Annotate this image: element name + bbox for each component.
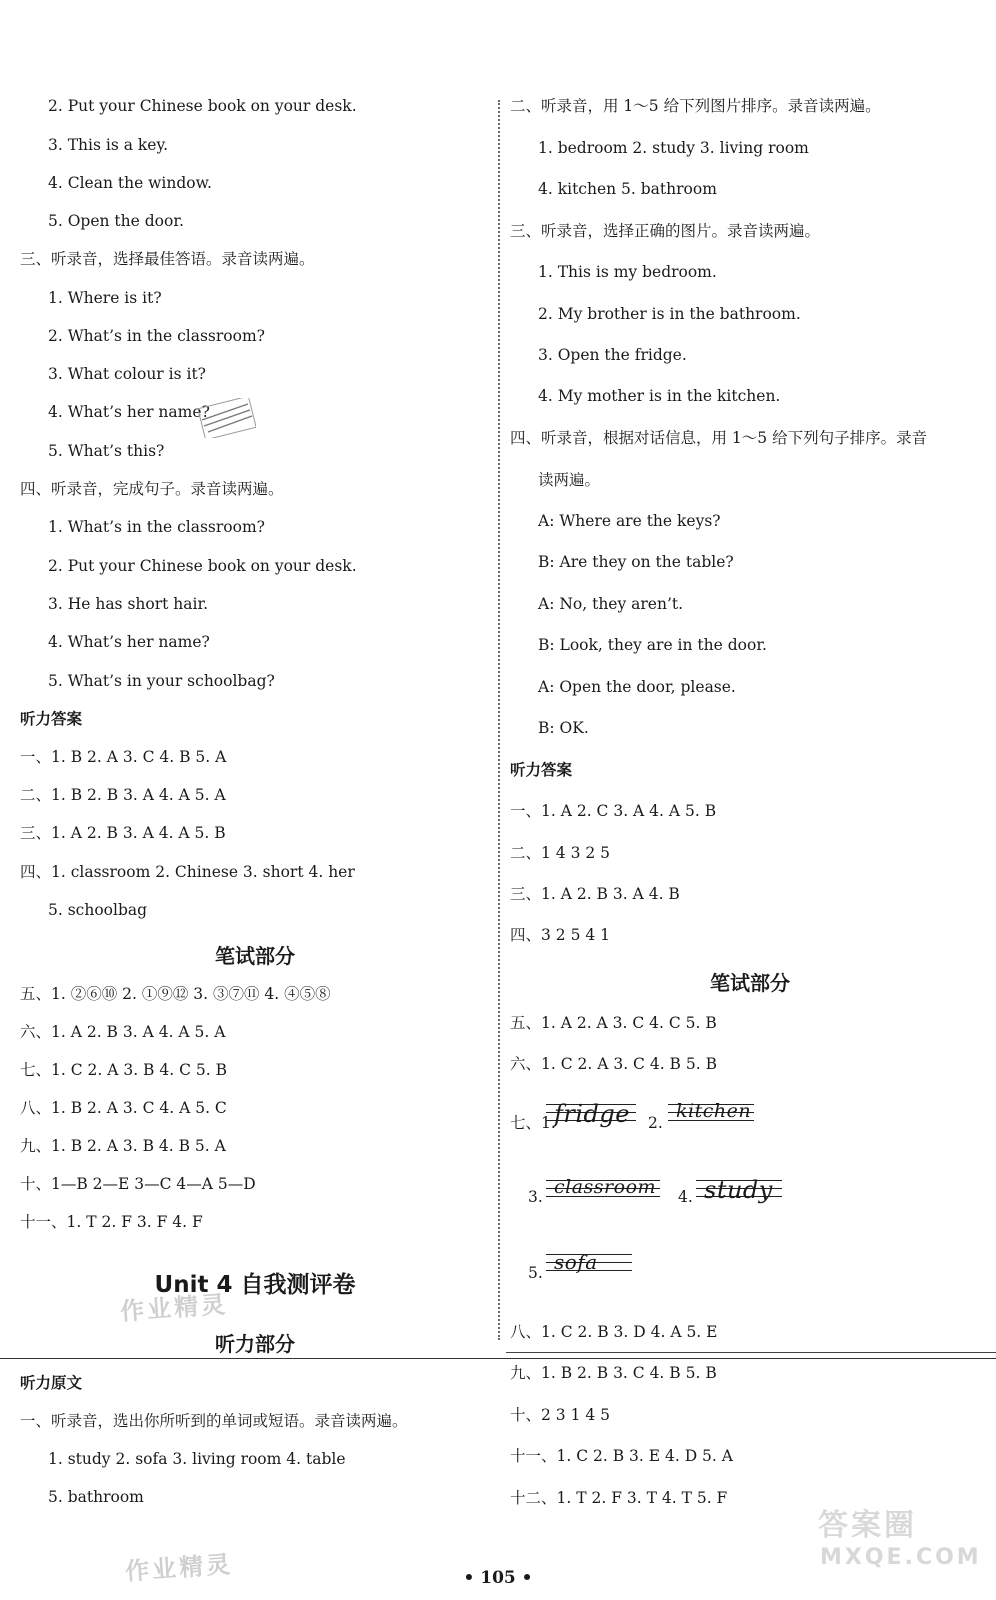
- answers-heading: 听力答案: [510, 760, 573, 779]
- text-line: 3. He has short hair.: [48, 595, 209, 613]
- written-heading: 笔试部分: [710, 971, 790, 995]
- watermark: 作业精灵: [119, 1290, 230, 1326]
- answer-line: 五、1. ②⑥⑩ 2. ①⑨⑫ 3. ③⑦⑪ 4. ④⑤⑧: [20, 985, 331, 1003]
- text-line: 5. bathroom: [48, 1488, 144, 1506]
- answer-line: 七、1. C 2. A 3. B 4. C 5. B: [20, 1061, 227, 1079]
- right-divider: [506, 1352, 996, 1353]
- handwritten-word: fridge: [554, 1100, 630, 1128]
- answer-line: 5. schoolbag: [48, 901, 148, 919]
- text-line: 5. What’s this?: [48, 442, 165, 460]
- watermark: MXQE.COM: [820, 1545, 982, 1570]
- text-line: 3. Open the fridge.: [538, 346, 687, 364]
- section-heading: 三、听录音，选择正确的图片。录音读两遍。: [510, 222, 821, 240]
- handwritten-word: sofa: [554, 1250, 598, 1274]
- text-line: 4. My mother is in the kitchen.: [538, 387, 781, 405]
- text-line: 1. What’s in the classroom?: [48, 518, 265, 536]
- hw-label: 2.: [648, 1114, 663, 1132]
- text-line: 1. Where is it?: [48, 289, 162, 307]
- answer-line: 十、2 3 1 4 5: [510, 1406, 611, 1424]
- text-line: 2. My brother is in the bathroom.: [538, 305, 801, 323]
- section-heading: 四、听录音，完成句子。录音读两遍。: [20, 480, 284, 498]
- written-heading: 笔试部分: [215, 944, 295, 968]
- dialog-line: A: No, they aren’t.: [538, 595, 684, 613]
- column-divider: [498, 100, 500, 1340]
- text-line: 4. What’s her name?: [48, 633, 210, 651]
- section-heading: 四、听录音，根据对话信息，用 1～5 给下列句子排序。录音: [510, 429, 928, 447]
- dialog-line: B: Look, they are in the door.: [538, 636, 767, 654]
- answer-line: 七、1.: [510, 1114, 556, 1132]
- text-line: 2. What’s in the classroom?: [48, 327, 265, 345]
- watermark: 答案圈: [818, 1508, 917, 1543]
- answer-line: 十一、1. T 2. F 3. F 4. F: [20, 1213, 203, 1231]
- text-line: 读两遍。: [538, 471, 601, 489]
- text-line: 4. kitchen 5. bathroom: [538, 180, 717, 198]
- hw-label: 4.: [678, 1188, 693, 1206]
- answer-line: 十二、1. T 2. F 3. T 4. T 5. F: [510, 1489, 728, 1507]
- answer-line: 一、1. B 2. A 3. C 4. B 5. A: [20, 748, 227, 766]
- text-line: 3. What colour is it?: [48, 365, 206, 383]
- unit-title: Unit 4 自我测评卷: [154, 1272, 356, 1298]
- text-line: 5. What’s in your schoolbag?: [48, 672, 275, 690]
- answer-line: 八、1. B 2. A 3. C 4. A 5. C: [20, 1099, 227, 1117]
- dialog-line: A: Open the door, please.: [538, 678, 736, 696]
- answer-line: 一、1. A 2. C 3. A 4. A 5. B: [510, 802, 717, 820]
- answer-line: 四、3 2 5 4 1: [510, 926, 611, 944]
- listening-heading: 听力部分: [215, 1332, 295, 1356]
- dialog-line: A: Where are the keys?: [538, 512, 721, 530]
- text-line: 1. This is my bedroom.: [538, 263, 717, 281]
- text-line: 2. Put your Chinese book on your desk.: [48, 557, 357, 575]
- text-line: 1. study 2. sofa 3. living room 4. table: [48, 1450, 346, 1468]
- stamp-scribble-icon: [198, 398, 256, 438]
- page-number: • 105 •: [463, 1568, 533, 1588]
- answer-line: 八、1. C 2. B 3. D 4. A 5. E: [510, 1323, 718, 1341]
- dialog-line: B: OK.: [538, 719, 589, 737]
- answer-line: 四、1. classroom 2. Chinese 3. short 4. her: [20, 863, 355, 881]
- watermark: 作业精灵: [124, 1550, 235, 1586]
- handwritten-word: classroom: [554, 1176, 657, 1198]
- answer-line: 二、1 4 3 2 5: [510, 844, 611, 862]
- section-divider: [0, 1358, 996, 1359]
- answers-heading: 听力答案: [20, 709, 83, 728]
- answer-line: 十一、1. C 2. B 3. E 4. D 5. A: [510, 1447, 733, 1465]
- handwritten-word: study: [704, 1176, 773, 1204]
- text-line: 2. Put your Chinese book on your desk.: [48, 97, 357, 115]
- text-line: 4. Clean the window.: [48, 174, 212, 192]
- answer-line: 九、1. B 2. B 3. C 4. B 5. B: [510, 1364, 717, 1382]
- answer-line: 十、1—B 2—E 3—C 4—A 5—D: [20, 1175, 256, 1193]
- answer-line: 三、1. A 2. B 3. A 4. B: [510, 885, 680, 903]
- hw-label: 5.: [528, 1264, 543, 1282]
- handwritten-word: kitchen: [676, 1100, 752, 1122]
- section-heading: 一、听录音，选出你所听到的单词或短语。录音读两遍。: [20, 1412, 408, 1430]
- text-line: 1. bedroom 2. study 3. living room: [538, 139, 809, 157]
- answer-line: 六、1. C 2. A 3. C 4. B 5. B: [510, 1055, 717, 1073]
- text-line: 4. What’s her name?: [48, 403, 210, 421]
- answer-line: 九、1. B 2. A 3. B 4. B 5. A: [20, 1137, 226, 1155]
- text-line: 3. This is a key.: [48, 136, 169, 154]
- answer-line: 三、1. A 2. B 3. A 4. A 5. B: [20, 824, 226, 842]
- hw-label: 3.: [528, 1188, 543, 1206]
- listening-text-heading: 听力原文: [20, 1373, 83, 1392]
- answer-line: 二、1. B 2. B 3. A 4. A 5. A: [20, 786, 226, 804]
- answer-line: 五、1. A 2. A 3. C 4. C 5. B: [510, 1014, 717, 1032]
- text-line: 5. Open the door.: [48, 212, 184, 230]
- section-heading: 二、听录音，用 1～5 给下列图片排序。录音读两遍。: [510, 97, 881, 115]
- dialog-line: B: Are they on the table?: [538, 553, 734, 571]
- answer-line: 六、1. A 2. B 3. A 4. A 5. A: [20, 1023, 226, 1041]
- section-heading: 三、听录音，选择最佳答语。录音读两遍。: [20, 250, 315, 268]
